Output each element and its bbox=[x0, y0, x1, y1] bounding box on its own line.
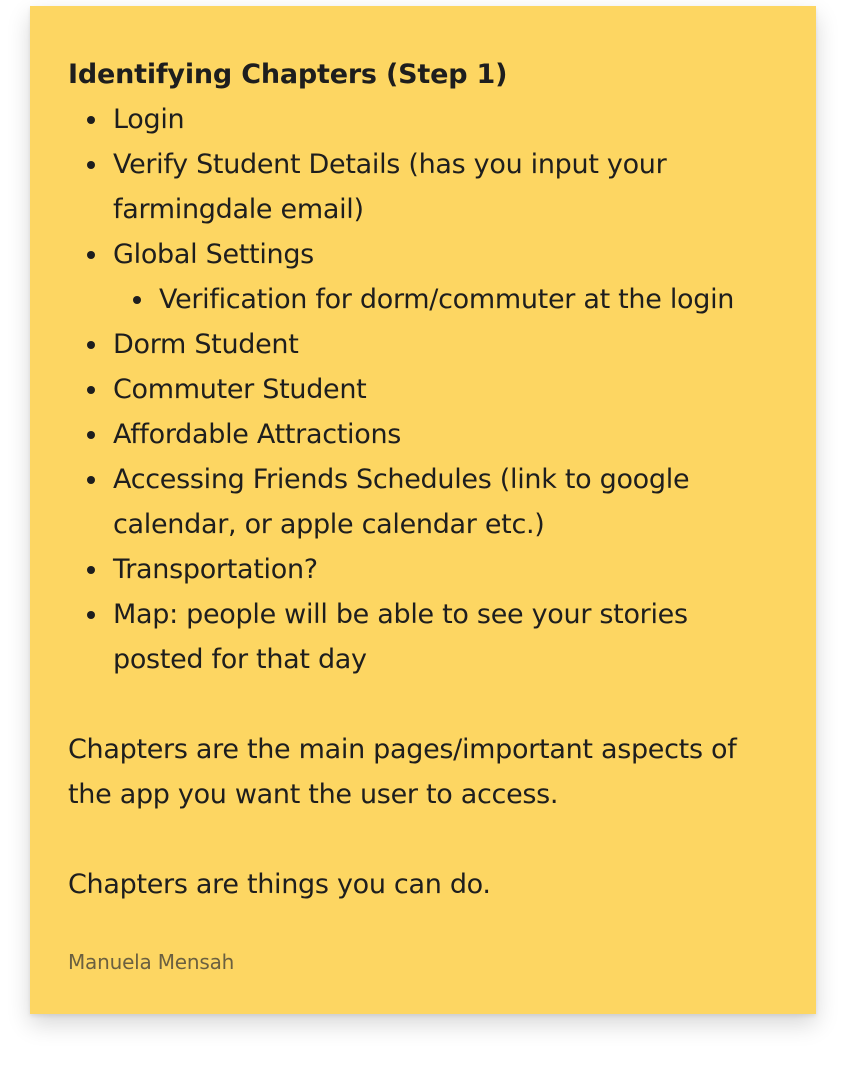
list-item-commuter-student: Commuter Student bbox=[113, 367, 778, 412]
sub-list bbox=[113, 277, 778, 322]
author-name: Manuela Mensah bbox=[68, 950, 235, 974]
list-item-global-settings bbox=[113, 232, 778, 322]
list-item-dorm-student: Dorm Student bbox=[113, 322, 778, 367]
paragraph-chapters-actions: Chapters are things you can do. bbox=[68, 869, 491, 900]
list-item-verify-student-details: Verify Student Details (has you input your farmingdale email) bbox=[113, 142, 778, 232]
note-title: Identifying Chapters (Step 1) bbox=[68, 59, 508, 90]
sub-item-verification: Verification for dorm/commuter at the login bbox=[159, 277, 778, 322]
list-item-friends-schedules: Accessing Friends Schedules (link to google calendar, or apple calendar etc.) bbox=[113, 457, 778, 547]
list-item-affordable-attractions: Affordable Attractions bbox=[113, 412, 778, 457]
list-item-label: Global Settings bbox=[113, 239, 314, 270]
list-item-transportation: Transportation? bbox=[113, 547, 778, 592]
sticky-note[interactable] bbox=[30, 6, 816, 1014]
list-item-map: Map: people will be able to see your stories posted for that day bbox=[113, 592, 778, 682]
chapter-list bbox=[68, 97, 778, 682]
paragraph-chapters-definition: Chapters are the main pages/important aspects of the app you want the user to access. bbox=[68, 734, 737, 810]
list-item-login: Login bbox=[113, 97, 778, 142]
